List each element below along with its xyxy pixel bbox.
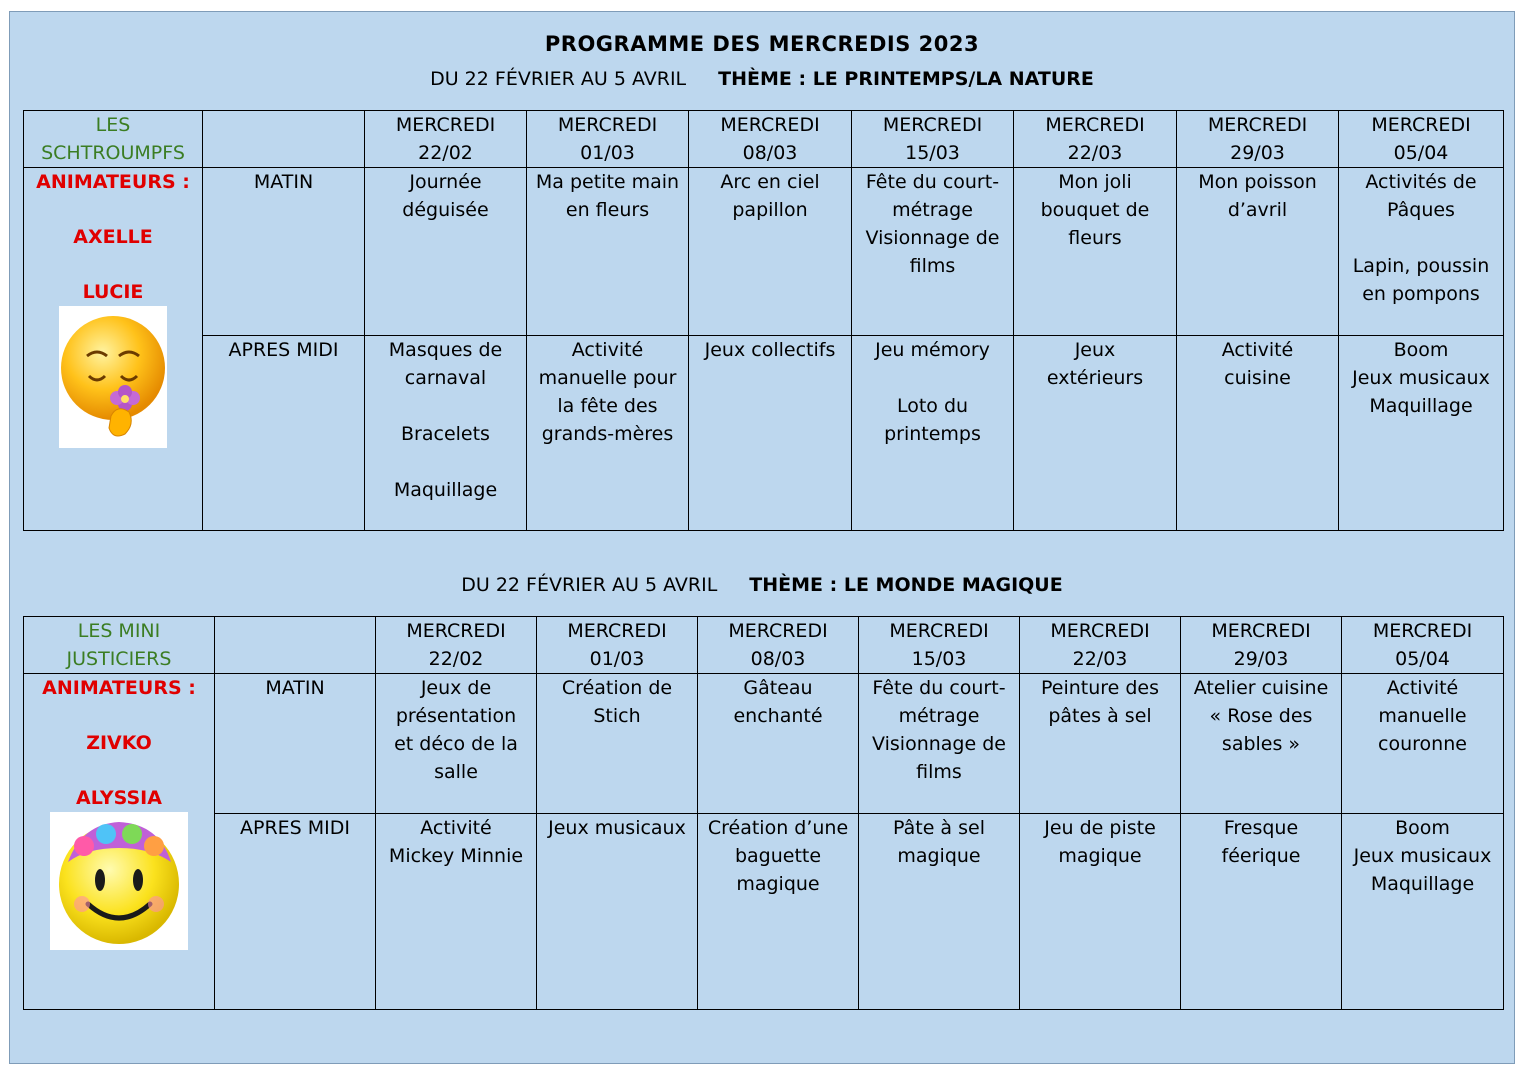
activity-line: baguette [734, 845, 822, 867]
activity-cell-apres [1342, 814, 1504, 1010]
activity-line: couronne [1378, 733, 1467, 755]
activity-line: salle [434, 761, 478, 783]
smiley-flower-icon [59, 306, 167, 448]
activity-line: Jeux collectifs [704, 339, 836, 361]
group-name [24, 111, 203, 168]
day-header-line: 15/03 [911, 648, 967, 670]
header-empty-cell [203, 111, 365, 168]
section1-subtitle [10, 68, 1514, 90]
activity-line: Jeux musicaux [1353, 845, 1492, 867]
header-empty-cell [215, 617, 376, 674]
activity-line: carnaval [404, 367, 487, 389]
activity-line: d’avril [1227, 199, 1288, 221]
activity-line: Visionnage de [872, 733, 1006, 755]
day-header-line: 01/03 [580, 142, 635, 164]
section2-dates: DU 22 FÉVRIER AU 5 AVRIL [461, 574, 718, 596]
programme-page [9, 11, 1515, 1064]
animateur-name: AXELLE [73, 226, 153, 248]
activity-line: bouquet de [1040, 199, 1150, 221]
activity-cell-matin [537, 674, 698, 814]
activity-line: Fresque [1223, 817, 1299, 839]
section2-subtitle [10, 574, 1514, 596]
day-header [859, 617, 1020, 674]
activity-line: Jeu de piste [1044, 817, 1156, 839]
spacer [854, 364, 1011, 392]
day-header-line: 08/03 [742, 142, 798, 164]
activity-line: pâtes à sel [1048, 705, 1152, 727]
activity-line: déguisée [402, 199, 489, 221]
activity-cell-apres [527, 336, 689, 531]
activity-line: Visionnage de [865, 227, 1000, 249]
activity-cell-apres [852, 336, 1014, 531]
day-header-line: MERCREDI [1211, 620, 1311, 642]
day-header-line: 22/03 [1072, 648, 1128, 670]
day-header [1020, 617, 1181, 674]
activity-line: Peinture des [1040, 677, 1160, 699]
day-header [537, 617, 698, 674]
day-header-line: 05/04 [1393, 142, 1449, 164]
activity-cell-matin [859, 674, 1020, 814]
activity-line: Masques de [388, 339, 503, 361]
activity-line: Fête du court- [865, 171, 1000, 193]
activity-line: Maquillage [1370, 873, 1475, 895]
activity-line: papillon [732, 199, 808, 221]
activity-line: Activité [1386, 677, 1459, 699]
day-header-line: 29/03 [1230, 142, 1285, 164]
activity-line: Jeux musicaux [548, 817, 686, 839]
activity-line: extérieurs [1046, 367, 1144, 389]
activity-cell-matin [1342, 674, 1504, 814]
activity-line: Journée [409, 171, 482, 193]
activity-line: métrage [892, 199, 973, 221]
activity-line: Jeux de [420, 677, 492, 699]
day-header-line: 22/02 [428, 648, 484, 670]
activity-line: Jeux musicaux [1352, 367, 1490, 389]
activity-line: enchanté [733, 705, 823, 727]
slot-label-apres-midi: APRES MIDI [215, 814, 376, 1010]
activity-cell-apres [1177, 336, 1339, 531]
activity-cell-apres [1020, 814, 1181, 1010]
activity-line: films [916, 761, 962, 783]
day-header-line: 08/03 [750, 648, 806, 670]
activity-line: en pompons [1362, 283, 1480, 305]
activity-cell-matin [376, 674, 537, 814]
activity-cell-apres [698, 814, 859, 1010]
day-header [376, 617, 537, 674]
activity-line: Mon poisson [1198, 171, 1317, 193]
day-header-line: MERCREDI [728, 620, 828, 642]
day-header [698, 617, 859, 674]
group-name-line: LES [95, 114, 131, 136]
activity-cell-apres [537, 814, 698, 1010]
slot-label-apres-midi: APRES MIDI [203, 336, 365, 531]
activity-line: Bracelets [401, 423, 490, 445]
day-header [1181, 617, 1342, 674]
group-name-line: LES MINI [77, 620, 161, 642]
activity-cell-apres [859, 814, 1020, 1010]
activity-cell-matin [1020, 674, 1181, 814]
activity-line: Activité [571, 339, 644, 361]
activity-cell-apres [365, 336, 527, 531]
animateurs-label: ANIMATEURS : [42, 677, 196, 699]
activity-line: féerique [1221, 845, 1301, 867]
section2-theme: THÈME : LE MONDE MAGIQUE [749, 574, 1063, 596]
day-header-line: MERCREDI [1045, 114, 1145, 136]
day-header-line: MERCREDI [567, 620, 667, 642]
day-header [1342, 617, 1504, 674]
day-header-line: MERCREDI [1207, 114, 1308, 136]
activity-cell-matin [689, 168, 852, 336]
activity-line: Mickey Minnie [388, 845, 524, 867]
day-header [689, 111, 852, 168]
day-header [1339, 111, 1504, 168]
activity-cell-apres [1014, 336, 1177, 531]
activity-line: Lapin, poussin [1352, 255, 1490, 277]
animateurs-label: ANIMATEURS : [36, 171, 190, 193]
activity-line: cuisine [1224, 367, 1291, 389]
activity-line: Stich [593, 705, 641, 727]
activity-cell-apres [1181, 814, 1342, 1010]
activity-cell-matin [1014, 168, 1177, 336]
activity-cell-matin [1177, 168, 1339, 336]
activity-line: magique [736, 873, 820, 895]
day-header-line: MERCREDI [406, 620, 506, 642]
activity-line: Pâques [1387, 199, 1455, 221]
day-header-line: MERCREDI [1372, 620, 1473, 642]
activity-line: Fête du court- [872, 677, 1006, 699]
activity-line: Activité [420, 817, 492, 839]
activity-cell-matin [852, 168, 1014, 336]
day-header-line: 05/04 [1395, 648, 1450, 670]
activity-line: Boom [1393, 339, 1449, 361]
activity-line: magique [1058, 845, 1142, 867]
activity-line: métrage [898, 705, 980, 727]
animateur-name: ALYSSIA [76, 787, 162, 809]
activity-cell-apres [376, 814, 537, 1010]
activity-line: Pâte à sel [893, 817, 985, 839]
activity-line: Atelier cuisine [1193, 677, 1329, 699]
activity-line: « Rose des [1209, 705, 1313, 727]
activity-line: Gâteau [743, 677, 813, 699]
activity-line: en fleurs [565, 199, 650, 221]
section1-dates: DU 22 FÉVRIER AU 5 AVRIL [430, 68, 687, 90]
activity-line: sables » [1221, 733, 1301, 755]
animateurs-cell [24, 168, 203, 531]
activity-line: Mon joli [1058, 171, 1132, 193]
day-header [1177, 111, 1339, 168]
day-header-line: MERCREDI [882, 114, 983, 136]
day-header [365, 111, 527, 168]
day-header-line: 01/03 [589, 648, 645, 670]
activity-line: manuelle pour [538, 367, 677, 389]
activity-line: Loto du [896, 395, 969, 417]
spacer [1341, 224, 1501, 252]
activity-line: Création de [561, 677, 673, 699]
day-header-line: 29/03 [1233, 648, 1289, 670]
activity-line: Jeux [1074, 339, 1116, 361]
activity-line: et déco de la [394, 733, 518, 755]
activity-cell-matin [365, 168, 527, 336]
activity-cell-matin [698, 674, 859, 814]
day-header-line: MERCREDI [395, 114, 496, 136]
day-header [1014, 111, 1177, 168]
activity-line: Activités de [1365, 171, 1477, 193]
page-title: PROGRAMME DES MERCREDIS 2023 [544, 32, 980, 56]
activity-line: Création d’une [707, 817, 849, 839]
activity-cell-apres [689, 336, 852, 531]
activity-line: Activité [1221, 339, 1294, 361]
activity-line: Maquillage [393, 479, 498, 501]
activity-line: Ma petite main [535, 171, 680, 193]
day-header-line: 22/02 [418, 142, 473, 164]
section1-theme: THÈME : LE PRINTEMPS/LA NATURE [718, 68, 1094, 90]
day-header-line: MERCREDI [1371, 114, 1471, 136]
activity-line: printemps [884, 423, 981, 445]
group-name-line: JUSTICIERS [66, 648, 172, 670]
activity-line: manuelle [1378, 705, 1467, 727]
activity-line: Boom [1395, 817, 1450, 839]
activity-cell-matin [527, 168, 689, 336]
animateur-name: LUCIE [82, 281, 144, 303]
day-header-line: MERCREDI [1050, 620, 1150, 642]
day-header [527, 111, 689, 168]
activity-line: la fête des [557, 395, 658, 417]
activity-cell-matin [1339, 168, 1504, 336]
day-header-line: MERCREDI [557, 114, 658, 136]
day-header-line: MERCREDI [889, 620, 989, 642]
day-header [852, 111, 1014, 168]
activity-line: films [909, 255, 956, 277]
section1-table [23, 110, 1504, 531]
smiley-flower-crown-icon [50, 812, 188, 950]
group-name-line: SCHTROUMPFS [41, 142, 185, 164]
activity-line: grands-mères [541, 423, 674, 445]
activity-cell-apres [1339, 336, 1504, 531]
slot-label-matin: MATIN [203, 168, 365, 336]
activity-line: magique [897, 845, 981, 867]
activity-line: présentation [395, 705, 517, 727]
activity-line: Maquillage [1369, 395, 1473, 417]
day-header-line: 15/03 [905, 142, 960, 164]
slot-label-matin: MATIN [215, 674, 376, 814]
activity-cell-matin [1181, 674, 1342, 814]
spacer [367, 448, 524, 476]
activity-line: fleurs [1068, 227, 1122, 249]
section2-table [23, 616, 1504, 1010]
animateur-name: ZIVKO [86, 732, 152, 754]
group-name [24, 617, 215, 674]
activity-line: Arc en ciel [720, 171, 820, 193]
activity-line: Jeu mémory [875, 339, 990, 361]
spacer [367, 392, 524, 420]
day-header-line: MERCREDI [720, 114, 820, 136]
animateurs-cell [24, 674, 215, 1010]
day-header-line: 22/03 [1067, 142, 1123, 164]
